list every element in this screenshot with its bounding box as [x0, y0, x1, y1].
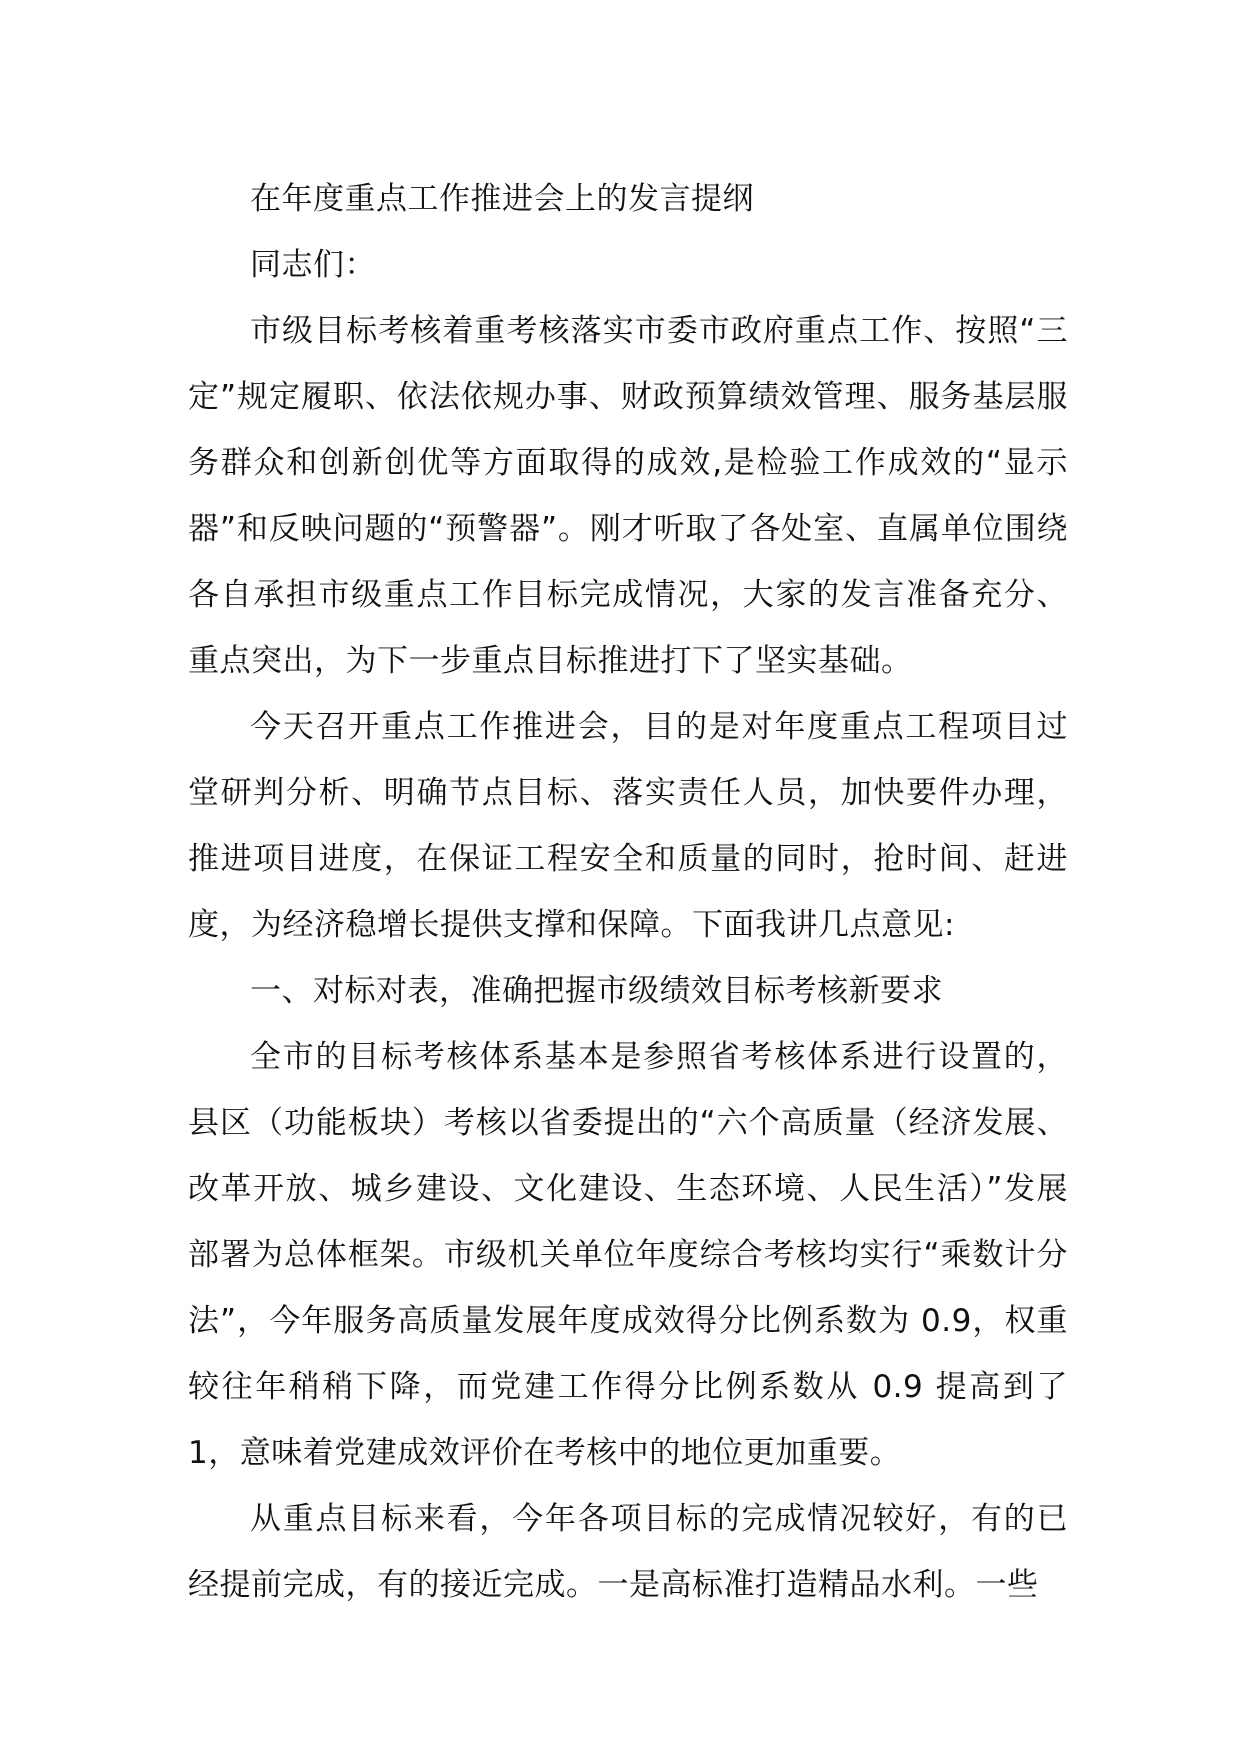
document-body: [188, 166, 1068, 1618]
paragraph-1: 市级目标考核着重考核落实市委市政府重点工作、按照“三定”规定履职、依法依规办事、财政预算绩效管理、服务基层服务群众和创新创优等方面取得的成效,是检验工作成效的“显示器”和反映问题的“预警器”。刚才听取了各处室、直属单位围绕各自承担市级重点工作目标完成情况，大家的发言准备充分、重点突出，为下一步重点目标推进打下了坚实基础。: [188, 313, 1068, 679]
salutation: 同志们：: [250, 247, 376, 283]
document-title: 在年度重点工作推进会上的发言提纲: [250, 181, 754, 217]
section-heading-1: 一、对标对表，准确把握市级绩效目标考核新要求: [250, 973, 943, 1009]
paragraph-2: 今天召开重点工作推进会，目的是对年度重点工程项目过堂研判分析、明确节点目标、落实责任人员，加快要件办理，推进项目进度，在保证工程安全和质量的同时，抢时间、赶进度，为经济稳增长提供支撑和保障。下面我讲几点意见:: [188, 709, 1068, 943]
paragraph-3: 全市的目标考核体系基本是参照省考核体系进行设置的，县区（功能板块）考核以省委提出的“六个高质量（经济发展、改革开放、城乡建设、文化建设、生态环境、人民生活）”发展部署为总体框架。市级机关单位年度综合考核均实行“乘数计分法”，今年服务高质量发展年度成效得分比例系数为 0.9，权重较往年稍稍下降，而党建工作得分比例系数从 0.9 提高到了 1，意味着党建成效评价在考核中的地位更加重要。: [188, 1039, 1068, 1471]
paragraph-4: 从重点目标来看，今年各项目标的完成情况较好，有的已经提前完成，有的接近完成。一是高标准打造精品水利。一些: [188, 1501, 1068, 1603]
